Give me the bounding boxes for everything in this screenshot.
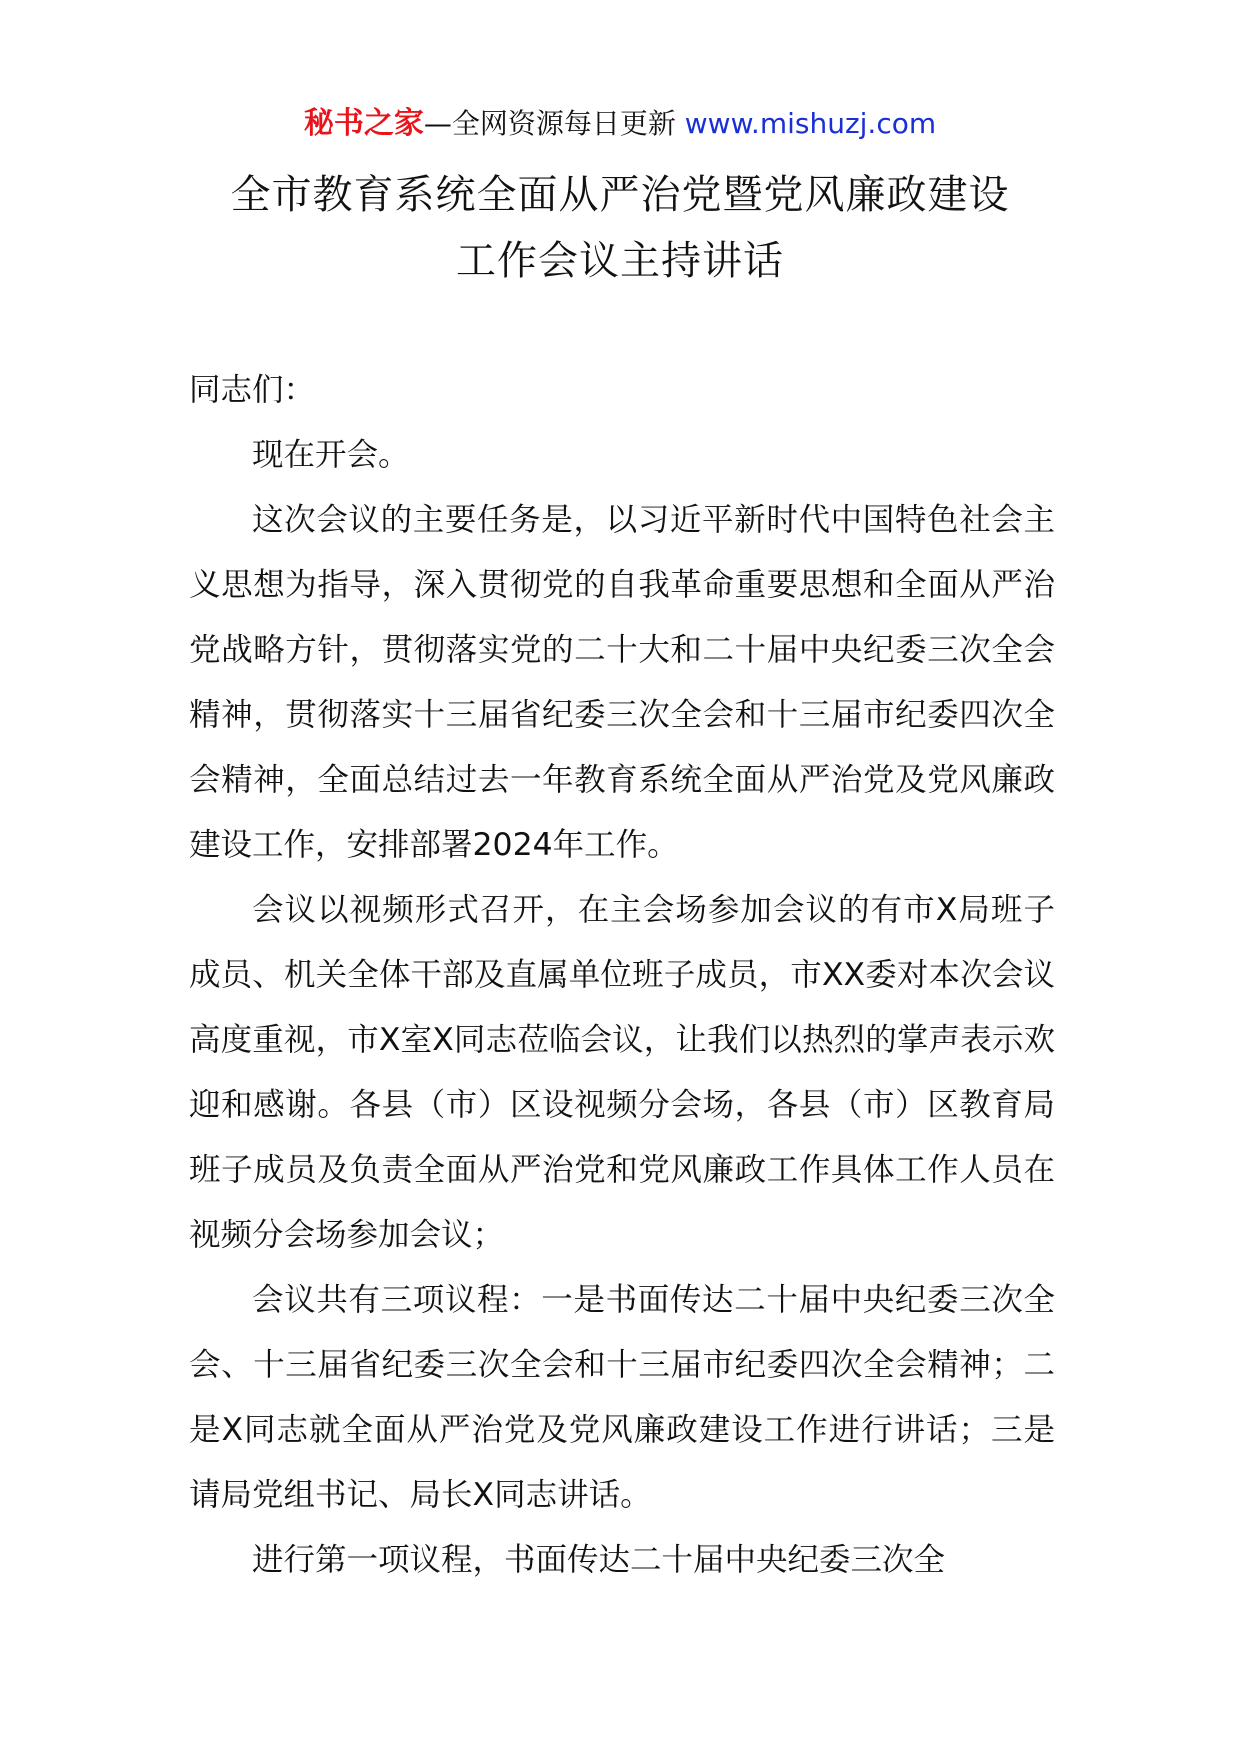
paragraph-attendees: 会议以视频形式召开，在主会场参加会议的有市X局班子成员、机关全体干部及直属单位班子成员，市XX委对本次会议高度重视，市X室X同志莅临会议，让我们以热烈的掌声表示欢迎和感谢。各县（市）区设视频分会场，各县（市）区教育局班子成员及负责全面从严治党和党风廉政工作具体工作人员在视频分会场参加会议；	[189, 892, 1055, 1253]
document-title	[0, 162, 1240, 294]
paragraph-first-item: 进行第一项议程，书面传达二十届中央纪委三次全	[252, 1542, 946, 1578]
document-title-line-1: 全市教育系统全面从严治党暨党风廉政建设	[230, 172, 1010, 218]
banner-brand: 秘书之家	[303, 106, 424, 141]
paragraph-opening: 现在开会。	[252, 437, 410, 473]
greeting: 同志们：	[189, 372, 316, 408]
paragraph-agenda: 会议共有三项议程：一是书面传达二十届中央纪委三次全会、十三届省纪委三次全会和十三届市纪委四次全会精神；二是X同志就全面从严治党及党风廉政建设工作进行讲话；三是请局党组书记、局长X同志讲话。	[189, 1282, 1055, 1513]
banner-tagline: —全网资源每日更新	[423, 107, 676, 140]
paragraph-main-task: 这次会议的主要任务是，以习近平新时代中国特色社会主义思想为指导，深入贯彻党的自我革命重要思想和全面从严治党战略方针，贯彻落实党的二十大和二十届中央纪委三次全会精神，贯彻落实十三届省纪委三次全会和十三届市纪委四次全会精神，全面总结过去一年教育系统全面从严治党及党风廉政建设工作，安排部署2024年工作。	[189, 502, 1055, 863]
document-title-line-2: 工作会议主持讲话	[456, 238, 784, 284]
document-body	[189, 358, 1055, 1593]
site-banner	[0, 104, 1240, 144]
banner-url-link[interactable]: www.mishuzj.com	[684, 107, 937, 140]
